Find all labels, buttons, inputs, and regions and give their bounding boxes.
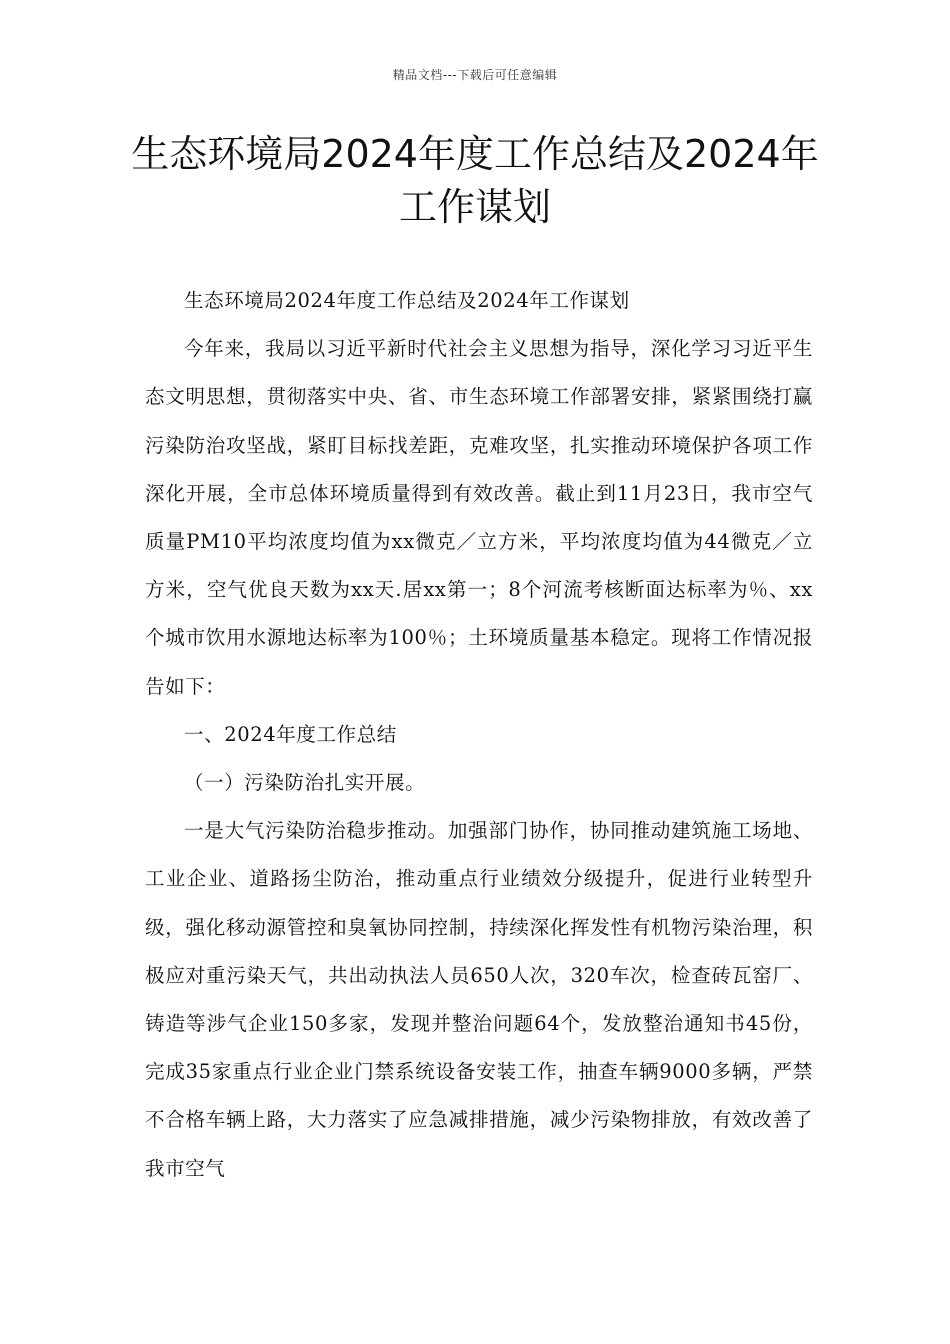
paragraph-air-pollution: 一是大气污染防治稳步推动。加强部门协作，协同推动建筑施工场地、工业企业、道路扬尘防治，推动重点行业绩效分级提升，促进行业转型升级，强化移动源管控和臭氧协同控制，持续深化挥发性有机物污染治理，积极应对重污染天气，共出动执法人员650人次，320车次，检查砖瓦窑厂、铸造等涉气企业150多家，发现并整治问题64个，发放整治通知书45份，完成35家重点行业企业门禁系统设备安装工作，抽查车辆9000多辆，严禁不合格车辆上路，大力落实了应急减排措施，减少污染物排放，有效改善了我市空气 xyxy=(145,819,813,1180)
subsection-heading: （一）污染防治扎实开展。 xyxy=(184,771,426,795)
header-note: 精品文档---下载后可任意编辑 xyxy=(392,68,558,82)
document-title: 生态环境局2024年度工作总结及2024年工作谋划 xyxy=(131,132,819,229)
paragraph-intro: 今年来，我局以习近平新时代社会主义思想为指导，深化学习习近平生态文明思想，贯彻落实中央、省、市生态环境工作部署安排，紧紧围绕打赢污染防治攻坚战，紧盯目标找差距，克难攻坚，扎实推动环境保护各项工作深化开展，全市总体环境质量得到有效改善。截止到11月23日，我市空气质量PM10平均浓度均值为xx微克／立方米，平均浓度均值为44微克／立方米，空气优良天数为xx天.居xx第一；8个河流考核断面达标率为％、xx个城市饮用水源地达标率为100％；土环境质量基本稳定。现将工作情况报告如下： xyxy=(145,337,813,698)
section-heading: 一、2024年度工作总结 xyxy=(184,722,397,746)
paragraph-subtitle: 生态环境局2024年度工作总结及2024年工作谋划 xyxy=(184,289,630,312)
document-body xyxy=(145,277,813,1193)
